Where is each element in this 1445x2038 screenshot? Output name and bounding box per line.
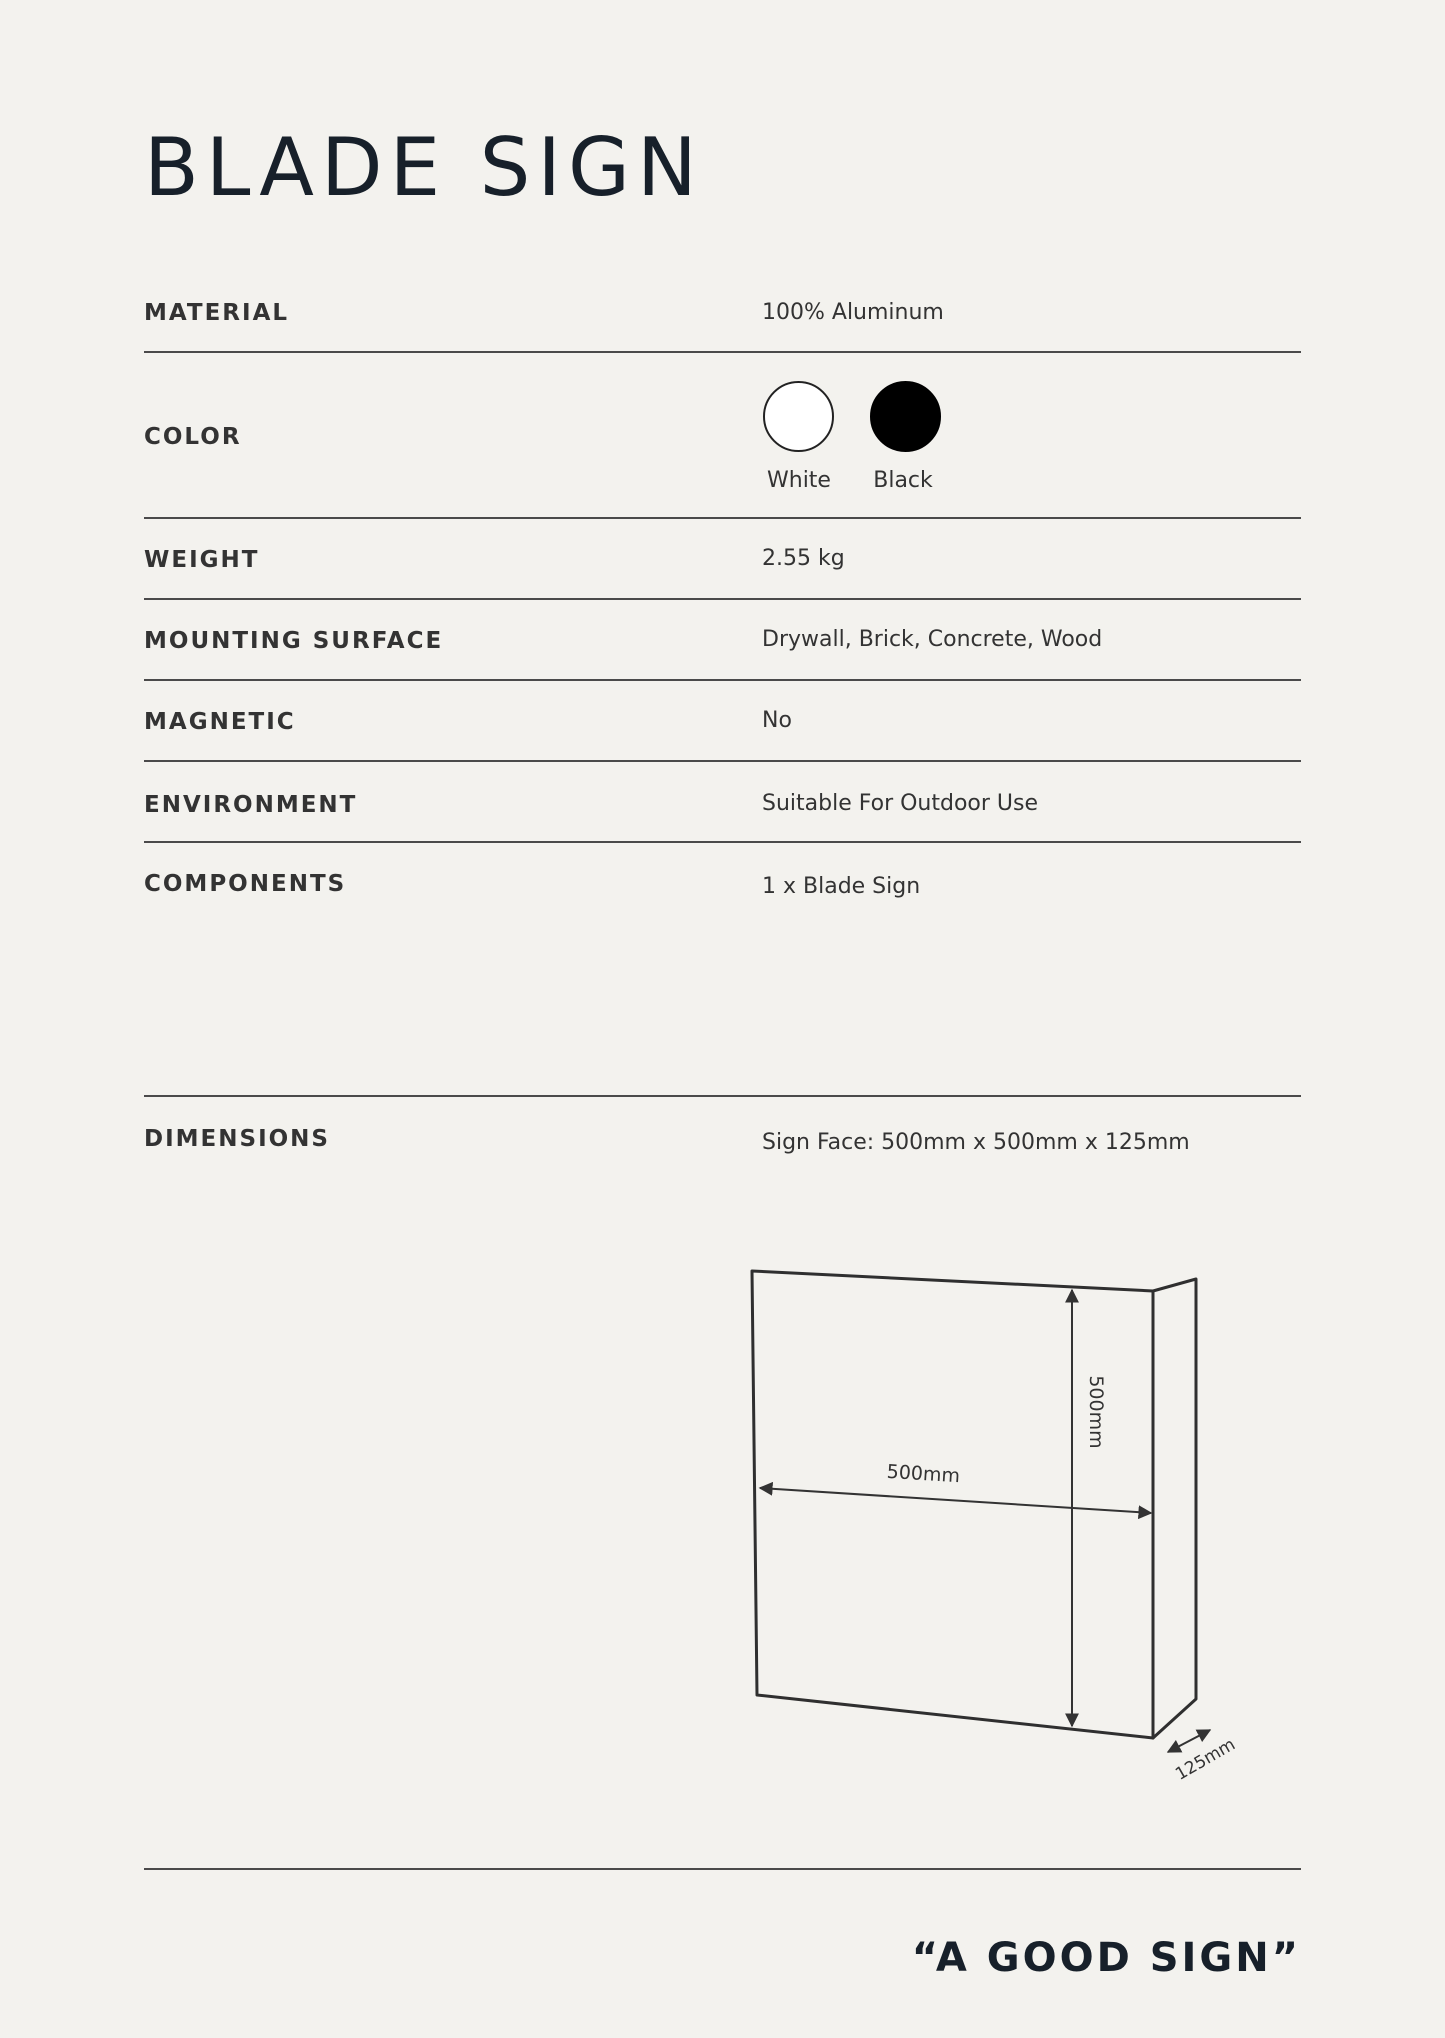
environment-label: ENVIRONMENT [144,792,358,818]
width-label: 500mm [886,1460,961,1488]
magnetic-label: MAGNETIC [144,709,296,735]
material-value: 100% Aluminum [762,300,944,325]
color-swatch-white [763,381,834,452]
divider [144,517,1301,519]
width-arrow [760,1488,1151,1513]
weight-label: WEIGHT [144,547,260,573]
divider [144,679,1301,681]
divider [144,351,1301,353]
sign-front-face [752,1271,1153,1738]
page-title: BLADE SIGN [144,121,704,214]
weight-value: 2.55 kg [762,546,845,571]
divider [144,598,1301,600]
depth-label: 125mm [1172,1734,1239,1785]
components-value: 1 x Blade Sign [762,874,921,899]
sign-side-face [1153,1279,1196,1738]
color-swatch-black [870,381,941,452]
footer-divider [144,1868,1301,1870]
mounting-surface-label: MOUNTING SURFACE [144,628,444,654]
dimension-diagram [720,1240,1260,1800]
magnetic-value: No [762,708,792,733]
color-name-white: White [767,468,831,493]
material-label: MATERIAL [144,300,290,326]
dimensions-label: DIMENSIONS [144,1126,330,1152]
color-label: COLOR [144,424,242,450]
components-label: COMPONENTS [144,871,347,897]
divider [144,760,1301,762]
divider [144,841,1301,843]
dimensions-value: Sign Face: 500mm x 500mm x 125mm [762,1130,1190,1155]
height-label: 500mm [1085,1375,1107,1449]
mounting-surface-value: Drywall, Brick, Concrete, Wood [762,627,1103,652]
tagline: “A GOOD SIGN” [911,1935,1301,1981]
color-name-black: Black [873,468,933,493]
environment-value: Suitable For Outdoor Use [762,791,1039,816]
divider [144,1095,1301,1097]
